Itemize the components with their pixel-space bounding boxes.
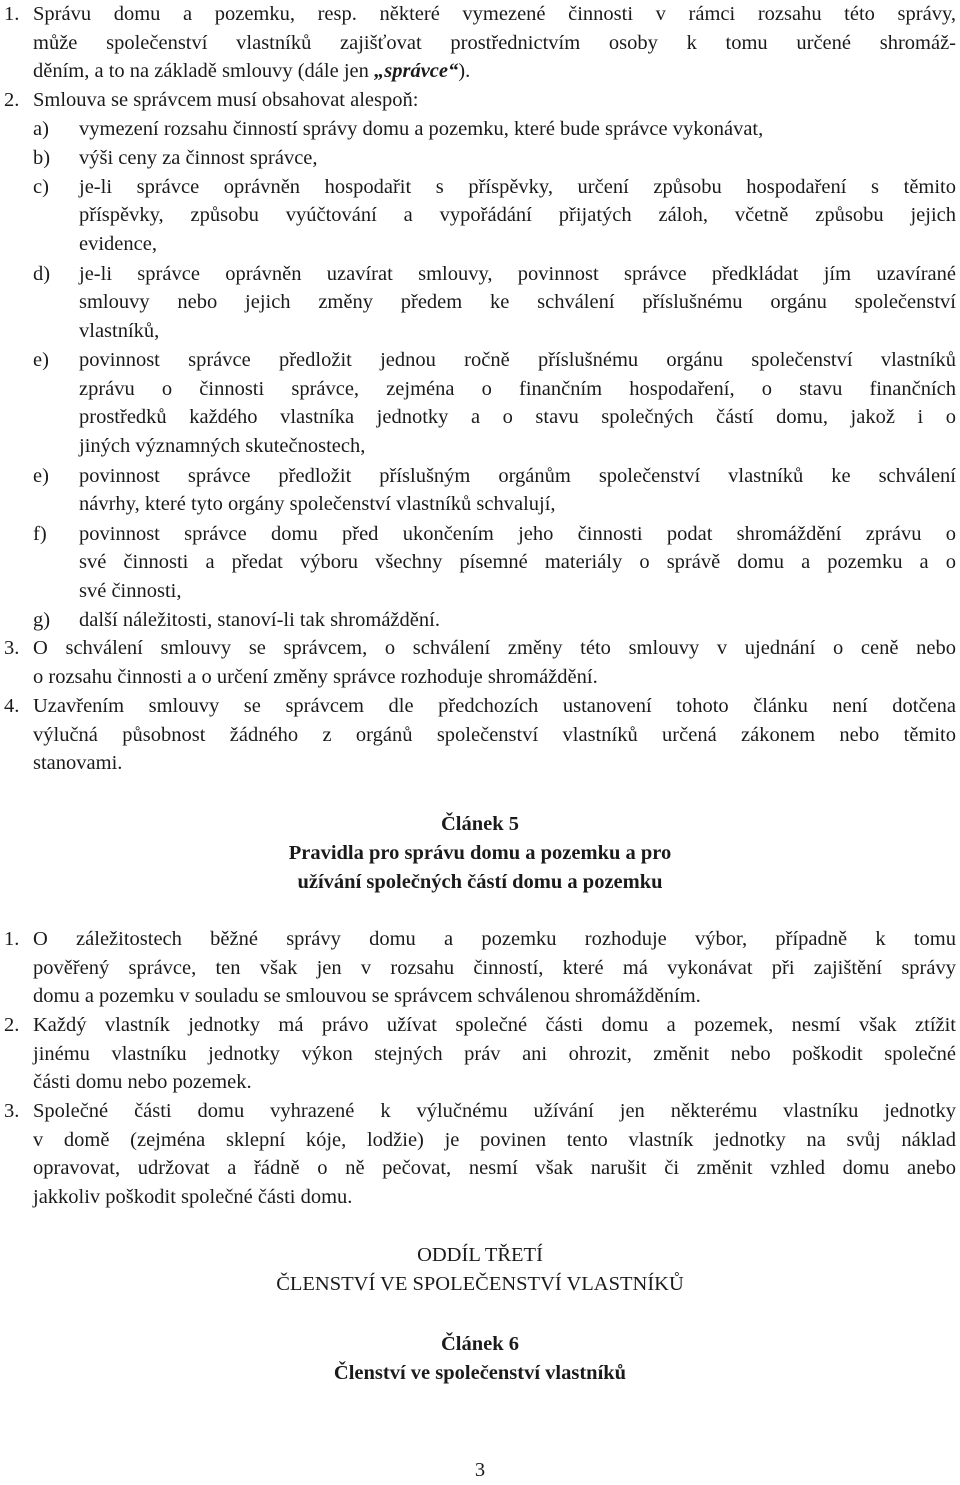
- list-item: [33, 144, 956, 173]
- list-item-letter: g): [33, 609, 51, 632]
- text-line: vlastníků,: [79, 319, 160, 342]
- list-item: [33, 462, 956, 519]
- text-line: je-li správce oprávněn uzavírat smlouvy, povinnost správce předkládat jím uzavírané: [79, 262, 956, 285]
- text-line: O záležitostech běžné správy domu a pozemku rozhoduje výbor, případně k tomu: [33, 928, 956, 950]
- text-line: jakkoliv poškodit společné části domu.: [33, 1185, 353, 1208]
- text-line: O schválení smlouvy se správcem, o schválení změny této smlouvy v ujednání o ceně nebo: [33, 637, 956, 659]
- paragraph-3: [0, 1097, 958, 1211]
- text-line: jinému vlastníku jednotky výkon stejných práv ani ohrozit, změnit nebo poškodit společné: [33, 1042, 956, 1065]
- paragraph-4: [0, 692, 958, 778]
- list-item-letter: d): [33, 262, 51, 285]
- list-item-letter: b): [33, 146, 51, 169]
- text-fragment: ).: [458, 60, 471, 83]
- article-title: Členství ve společenství vlastníků: [333, 1362, 627, 1384]
- list-item: [33, 173, 956, 259]
- paragraph-number: 4.: [4, 695, 20, 717]
- text-line: povinnost správce předložit jednou ročně příslušnému orgánu společenství vlastníků: [79, 349, 956, 372]
- paragraph-3: [0, 634, 958, 691]
- text-line: je-li správce oprávněn hospodařit s příspěvky, určení způsobu hospodaření s těmito: [79, 175, 956, 198]
- paragraph-number: 3.: [4, 637, 20, 659]
- list-item-letter: f): [33, 522, 47, 545]
- section-title: ČLENSTVÍ VE SPOLEČENSTVÍ VLASTNÍKŮ: [276, 1273, 684, 1295]
- article-heading: Článek 5: [440, 813, 520, 835]
- paragraph-number: 2.: [4, 89, 20, 111]
- text-line: Společné části domu vyhrazené k výlučnému užívání jen některému vlastníku jednotky: [33, 1100, 956, 1122]
- text-line: může společenství vlastníků zajišťovat prostřednictvím osoby k tomu určené shromáž-: [33, 31, 956, 54]
- text-line: Každý vlastník jednotky má právo užívat společné části domu a pozemek, nesmí však ztížit: [33, 1014, 956, 1036]
- article-title: užívání společných částí domu a pozemku: [297, 871, 663, 893]
- article-heading: Článek 6: [440, 1333, 520, 1355]
- text-line: opravovat, udržovat a řádně o ně pečovat, nesmí však narušit či změnit vzhled domu anebo: [33, 1157, 956, 1180]
- list-item: [33, 346, 956, 460]
- text-line: další náležitosti, stanoví-li tak shromáždění.: [79, 609, 440, 632]
- text-line: smlouvy nebo jejich změny předem ke schválení příslušnému orgánu společenství: [79, 291, 956, 314]
- text-line: Uzavřením smlouvy se správcem dle předchozích ustanovení tohoto článku není dotčena: [33, 695, 956, 717]
- text-line: výši ceny za činnost správce,: [79, 146, 318, 169]
- text-line: zprávu o činnosti správce, zejména o finančním hospodaření, o stavu finančních: [79, 377, 956, 400]
- text-line: povinnost správce domu před ukončením jeho činnosti podat shromáždění zprávu o: [79, 522, 956, 545]
- text-line: jiných významných skutečnostech,: [79, 434, 366, 457]
- defined-term: „správce“: [373, 60, 459, 83]
- text-line: prostředků každého vlastníka jednotky a o stavu společných částí domu, jakož i o: [79, 406, 956, 429]
- text-line: [33, 57, 956, 86]
- paragraph-2: [0, 86, 958, 115]
- list-item-letter: c): [33, 175, 49, 198]
- text-line: své činnosti a předat výboru všechny písemné materiály o správě domu a pozemku a o: [79, 551, 956, 574]
- text-line: vymezení rozsahu činností správy domu a pozemku, které bude správce vykonávat,: [79, 118, 764, 140]
- text-line: návrhy, které tyto orgány společenství vlastníků schvalují,: [79, 493, 556, 516]
- text-line: Smlouva se správcem musí obsahovat alespoň:: [33, 89, 419, 111]
- text-line: své činnosti,: [79, 579, 182, 602]
- paragraph-number: 3.: [4, 1100, 20, 1122]
- paragraph-number: 2.: [4, 1014, 20, 1036]
- paragraph-1: [0, 925, 958, 1011]
- paragraph-2: [0, 1011, 958, 1097]
- list-item-letter: e): [33, 464, 49, 487]
- text-line: pověřený správce, ten však jen v rozsahu činností, které má vykonávat při zajištění správy: [33, 956, 956, 979]
- text-line: o rozsahu činnosti a o určení změny správce rozhoduje shromáždění.: [33, 665, 598, 688]
- text-line: Správu domu a pozemku, resp. některé vymezené činnosti v rámci rozsahu této správy,: [33, 3, 956, 25]
- text-line: výlučná působnost žádného z orgánů společenství vlastníků určená zákonem nebo těmito: [33, 723, 956, 746]
- paragraph-number: 1.: [4, 928, 20, 950]
- text-line: příspěvky, způsobu vyúčtování a vypořádání přijatých záloh, včetně způsobu jejich: [79, 204, 956, 227]
- list-item: [33, 520, 956, 606]
- text-fragment: děním, a to na základě smlouvy (dále jen: [33, 60, 374, 83]
- text-line: evidence,: [79, 232, 157, 255]
- list-item: [33, 260, 956, 346]
- text-line: části domu nebo pozemek.: [33, 1071, 252, 1094]
- paragraph-number: 1.: [4, 3, 20, 25]
- list-item-letter: a): [33, 118, 49, 140]
- text-line: povinnost správce předložit příslušným orgánům společenství vlastníků ke schválení: [79, 464, 956, 487]
- text-line: stanovami.: [33, 752, 123, 775]
- list-item: [33, 606, 956, 635]
- page-number: 3: [474, 1459, 486, 1481]
- list-item-letter: e): [33, 349, 49, 372]
- list-item: [33, 115, 956, 144]
- text-line: domu a pozemku v souladu se smlouvou se správcem schválenou shromážděním.: [33, 985, 701, 1008]
- text-line: v domě (zejména sklepní kóje, lodžie) je povinen tento vlastník jednotky na svůj náklad: [33, 1128, 956, 1151]
- section-heading: ODDÍL TŘETÍ: [417, 1244, 543, 1266]
- article-title: Pravidla pro správu domu a pozemku a pro: [288, 842, 672, 864]
- paragraph-1: [0, 0, 958, 86]
